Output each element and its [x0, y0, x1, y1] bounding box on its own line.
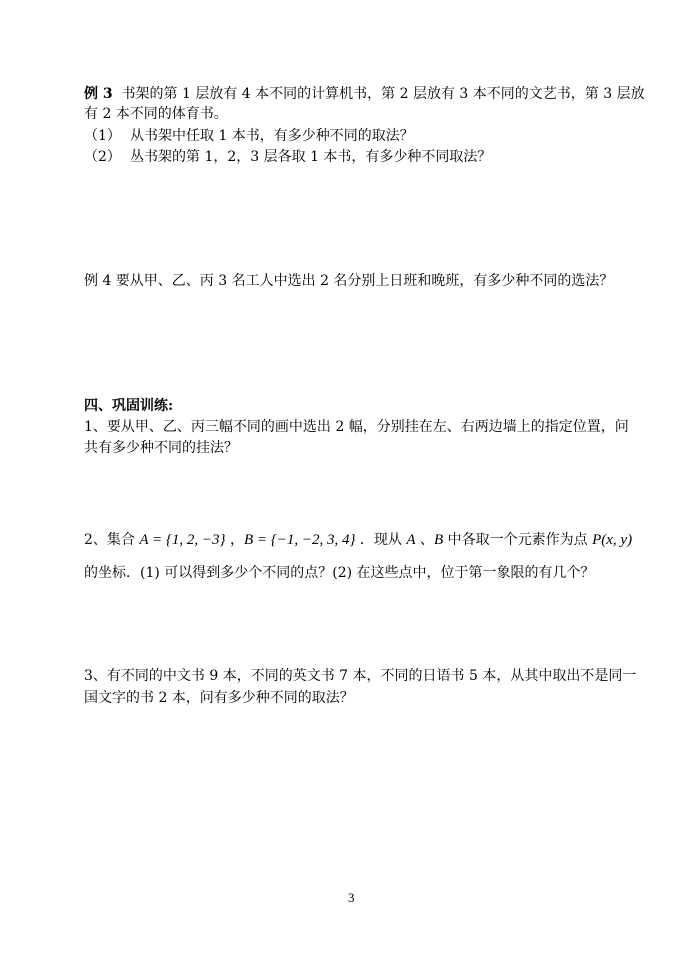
set-a-formula: A = {1, 2, −3}	[139, 532, 226, 548]
example-3-question-2	[84, 147, 491, 167]
exercise-2-line-2: 的坐标．(1) 可以得到多少个不同的点？(2) 在这些点中，位于第一象限的有几个？	[84, 565, 595, 581]
example-4: 例 4 要从甲、乙、丙 3 名工人中选出 2 名分别上日班和晚班，有多少种不同的选法？	[84, 273, 614, 289]
example-3-line-2: 有 2 本不同的体育书。	[84, 106, 228, 122]
question-2-number: （2）	[84, 149, 121, 165]
exercise-3-line-1: 3、有不同的中文书 9 本，不同的英文书 7 本，不同的日语书 5 本，从其中取出不是同一	[84, 668, 637, 684]
set-b-formula: B = {−1, −2, 3, 4}	[243, 532, 356, 548]
exercise-2-mid-2: 中各取一个元素作为点	[443, 532, 593, 548]
exercise-3-line-2: 国文字的书 2 本，问有多少种不同的取法？	[84, 690, 354, 706]
example-3-question-1	[84, 126, 414, 146]
section-4-heading: 四、巩固训练:	[84, 398, 174, 414]
point-formula: P(x, y)	[592, 532, 633, 548]
example-3-text-1: 书架的第 1 层放有 4 本不同的计算机书，第 2 层放有 3 本不同的文艺书，第 3 层放	[121, 86, 645, 102]
exercise-2-and: 、	[415, 532, 435, 548]
exercise-2-mid: ．现从	[355, 532, 407, 548]
question-1-text: 从书架中任取 1 本书，有多少种不同的取法？	[130, 128, 414, 144]
example-3-line-1	[84, 84, 645, 104]
exercise-1-line-2: 共有多少种不同的挂法？	[84, 440, 238, 456]
exercise-2-prefix: 2、集合	[84, 532, 140, 548]
question-2-text: 丛书架的第 1，2，3 层各取 1 本书，有多少种不同取法？	[130, 149, 492, 165]
set-a-symbol: A	[406, 532, 416, 548]
page-number: 3	[348, 890, 355, 905]
question-1-number: （1）	[84, 128, 121, 144]
exercise-2-line-1	[84, 530, 632, 550]
set-b-symbol: B	[434, 532, 444, 548]
example-3-label: 例 3	[84, 86, 113, 102]
separator: ，	[225, 532, 244, 548]
exercise-1-line-1: 1、要从甲、乙、丙三幅不同的画中选出 2 幅，分别挂在左、右两边墙上的指定位置，问	[84, 419, 629, 435]
